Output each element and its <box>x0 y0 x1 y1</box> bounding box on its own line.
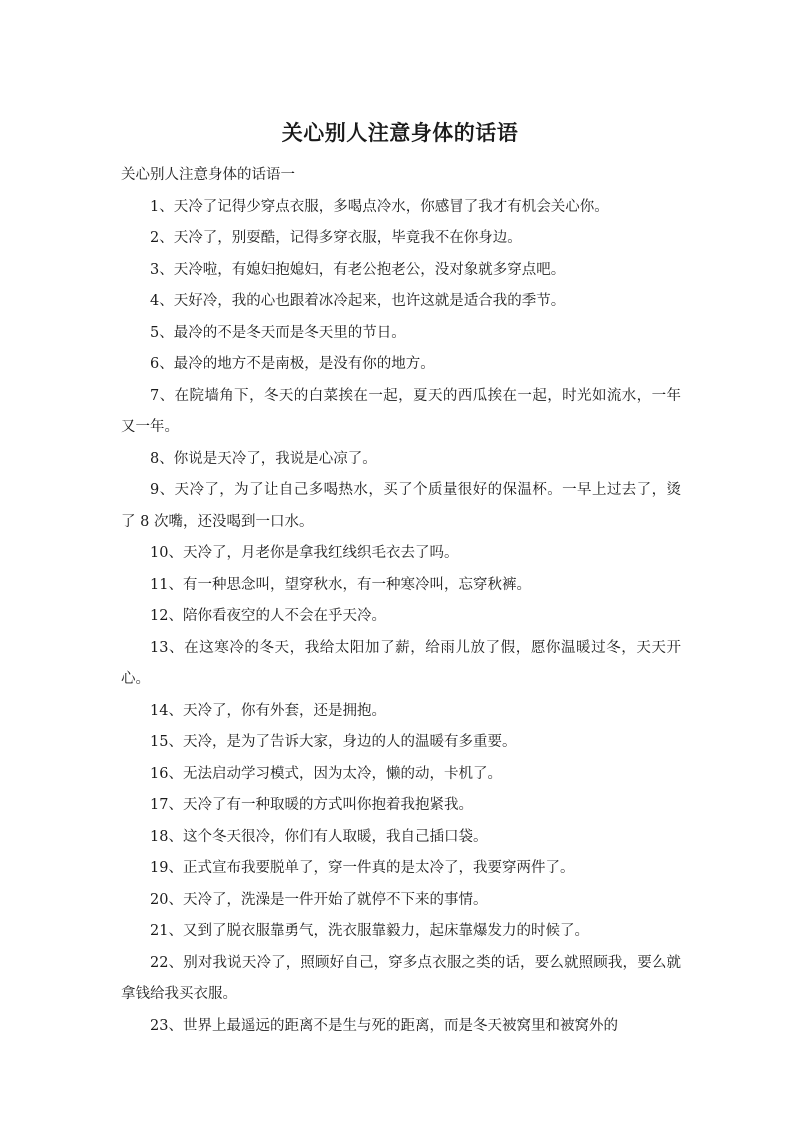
list-item: 12、陪你看夜空的人不会在乎天冷。 <box>150 608 386 624</box>
list-item: 14、天冷了，你有外套，还是拥抱。 <box>150 702 386 719</box>
list-item: 10、天冷了，月老你是拿我红线织毛衣去了吗。 <box>150 545 459 561</box>
list-item: 8、你说是天冷了，我说是心凉了。 <box>150 450 377 467</box>
list-item: 21、又到了脱衣服靠勇气，洗衣服靠毅力，起床靠爆发力的时候了。 <box>150 923 589 939</box>
list-item: 13、在这寒冷的冬天，我给太阳加了薪，给雨儿放了假，愿你温暖过冬，天天开心。 <box>121 639 681 687</box>
list-item: 2、天冷了，别耍酷，记得多穿衣服，毕竟我不在你身边。 <box>150 230 522 246</box>
document-body <box>121 160 681 1042</box>
list-item: 3、天冷啦，有媳妇抱媳妇，有老公抱老公，没对象就多穿点吧。 <box>150 261 566 278</box>
document-title: 关心别人注意身体的话语 <box>281 121 519 145</box>
list-item: 15、天冷，是为了告诉大家，身边的人的温暖有多重要。 <box>150 734 517 750</box>
list-item: 20、天冷了，洗澡是一件开始了就停不下来的事情。 <box>150 891 488 908</box>
section-subtitle: 关心别人注意身体的话语一 <box>121 167 295 183</box>
list-item: 16、无法启动学习模式，因为太冷，懒的动，卡机了。 <box>150 765 502 782</box>
list-item: 5、最冷的不是冬天而是冬天里的节日。 <box>150 324 406 341</box>
list-item: 22、别对我说天冷了，照顾好自己，穿多点衣服之类的话，要么就照顾我，要么就拿钱给我买衣服。 <box>121 954 681 1002</box>
list-item: 18、这个冬天很冷，你们有人取暖，我自己插口袋。 <box>150 828 488 845</box>
list-item: 7、在院墙角下，冬天的白菜挨在一起，夏天的西瓜挨在一起，时光如流水，一年又一年。 <box>121 387 681 435</box>
list-item: 11、有一种思念叫，望穿秋水，有一种寒冷叫，忘穿秋裤。 <box>150 576 531 593</box>
list-item: 9、天冷了，为了让自己多喝热水，买了个质量很好的保温杯。一早上过去了，烫了 8 次嘴，还没喝到一口水。 <box>121 482 681 530</box>
list-item: 6、最冷的地方不是南极，是没有你的地方。 <box>150 356 435 372</box>
list-item: 4、天好冷，我的心也跟着冰冷起来，也许这就是适合我的季节。 <box>150 293 566 309</box>
list-item: 19、正式宣布我要脱单了，穿一件真的是太冷了，我要穿两件了。 <box>150 860 575 876</box>
list-item: 17、天冷了有一种取暖的方式叫你抱着我抱紧我。 <box>150 797 473 813</box>
list-item: 1、天冷了记得少穿点衣服，多喝点冷水，你感冒了我才有机会关心你。 <box>150 198 609 215</box>
list-item: 23、世界上最遥远的距离不是生与死的距离，而是冬天被窝里和被窝外的 <box>150 1017 618 1034</box>
